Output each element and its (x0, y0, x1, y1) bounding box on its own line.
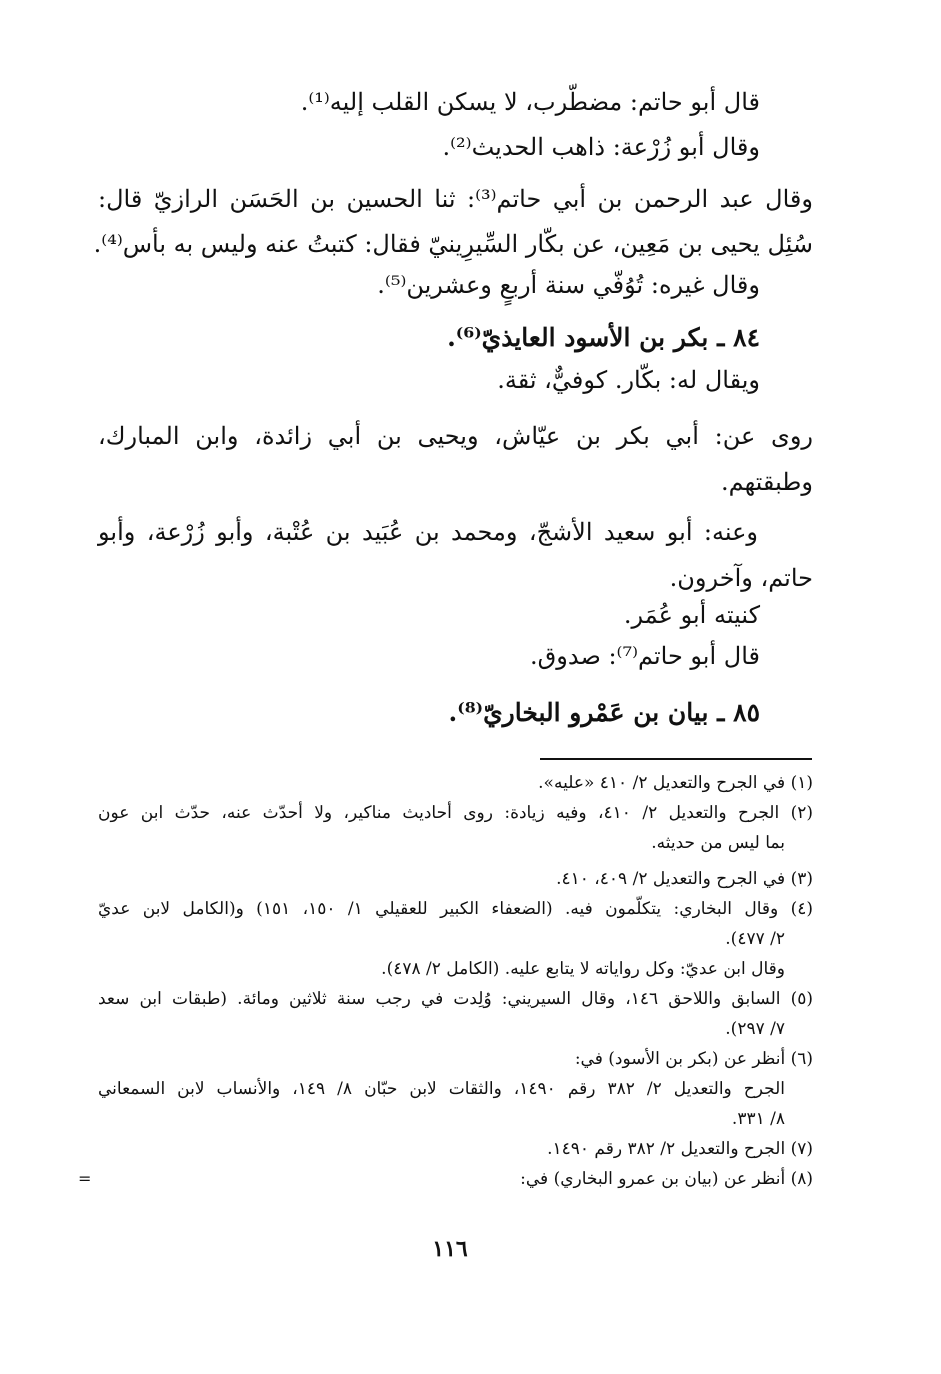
body-line-1: قال أبو حاتم: مضطّرب، لا يسكن القلب إليه⁽¹⁾. (300, 88, 760, 116)
body-line-8: روى عن: أبي بكر بن عيّاش، ويحيى بن أبي زائدة، وابن المبارك، (98, 422, 813, 450)
footnote-line-4: (٣) في الجرح والتعديل ٢/ ٤٠٩، ٤١٠. (556, 869, 813, 889)
footnote-line-8: (٥) السابق واللاحق ١٤٦، وقال السيريني: وُلِدت في رجب سنة ثلاثين ومائة. (طبقات ابن سعد (98, 989, 813, 1009)
body-line-3: وقال عبد الرحمن بن أبي حاتم⁽³⁾: ثنا الحسين بن الحَسَن الرازيّ قال: (98, 185, 813, 213)
footnote-line-9: ٧/ ٢٩٧). (725, 1019, 785, 1039)
body-line-13: قال أبو حاتم⁽⁷⁾: صدوق. (530, 642, 760, 670)
entry-heading-85: ٨٥ ـ بيان بن عَمْرو البخاريّ⁽⁸⁾. (448, 698, 760, 727)
footnote-line-6: ٢/ ٤٧٧). (725, 929, 785, 949)
body-line-11: حاتم، وآخرون. (669, 564, 813, 592)
body-line-10: وعنه: أبو سعيد الأشجّ، ومحمد بن عُبَيد بن عُتْبة، وأبو زُرْعة، وأبو (98, 518, 758, 546)
page-number: ١١٦ (432, 1236, 468, 1262)
footnote-line-1: (١) في الجرح والتعديل ٢/ ٤١٠ «عليه». (538, 773, 813, 793)
body-line-2: وقال أبو زُرْعة: ذاهب الحديث⁽²⁾. (442, 133, 760, 161)
margin-mark: = (78, 1169, 92, 1188)
footnote-separator (540, 758, 812, 760)
footnote-line-11: الجرح والتعديل ٢/ ٣٨٢ رقم ١٤٩٠، والثقات لابن حبّان ٨/ ١٤٩، والأنساب لابن السمعاني (98, 1079, 785, 1099)
body-line-7: ويقال له: بكّار. كوفيٌّ، ثقة. (497, 366, 760, 394)
footnote-line-13: (٧) الجرح والتعديل ٢/ ٣٨٢ رقم ١٤٩٠. (547, 1139, 813, 1159)
body-line-9: وطبقتهم. (721, 468, 813, 496)
footnote-line-10: (٦) أنظر عن (بكر بن الأسود) في: (574, 1049, 813, 1069)
footnote-line-3: بما ليس من حديثه. (651, 833, 785, 853)
entry-heading-84: ٨٤ ـ بكر بن الأسود العايذيّ⁽⁶⁾. (447, 323, 760, 352)
footnote-line-7: وقال ابن عديّ: وكل رواياته لا يتابع عليه. (الكامل ٢/ ٤٧٨). (381, 959, 785, 979)
footnote-line-2: (٢) الجرح والتعديل ٢/ ٤١٠، وفيه زيادة: روى أحاديث مناكير، ولا أحدّث عنه، حدّث ابن عون (98, 803, 813, 823)
footnote-line-5: (٤) وقال البخاري: يتكلّمون فيه. (الضعفاء الكبير للعقيلي ١/ ١٥٠، ١٥١) و(الكامل لابن عديّ (98, 899, 814, 919)
body-line-4: سُئِل يحيى بن مَعِين، عن بكّار السِّيرِينيّ فقال: كتبتُ عنه وليس به بأس⁽⁴⁾. (93, 230, 813, 258)
footnote-line-14: (٨) أنظر عن (بيان بن عمرو البخاري) في: (520, 1169, 813, 1189)
footnote-line-12: ٨/ ٣٣١. (731, 1109, 785, 1129)
body-line-12: كنيته أبو عُمَر. (623, 601, 760, 629)
body-line-5: وقال غيره: تُوُفّي سنة أربعٍ وعشرين⁽⁵⁾. (377, 271, 760, 299)
